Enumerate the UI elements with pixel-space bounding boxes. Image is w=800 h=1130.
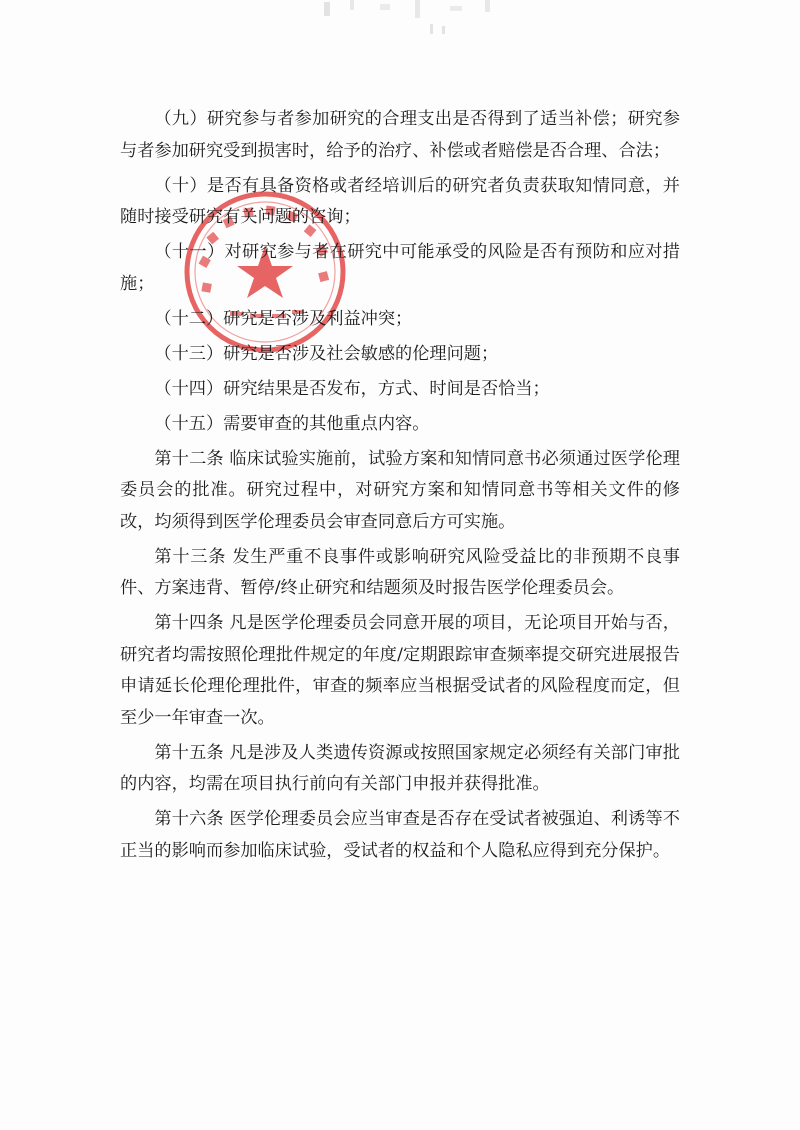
article-12: 第十二条 临床试验实施前，试验方案和知情同意书必须通过医学伦理委员会的批准。研究过程中，对研究方案和知情同意书等相关文件的修改，均须得到医学伦理委员会审查同意后方可实施。 [120, 448, 680, 532]
clause-14: （十四）研究结果是否发布，方式、时间是否恰当； [154, 378, 550, 399]
scan-smudge-icon [320, 0, 510, 36]
article-13: 第十三条 发生严重不良事件或影响研究风险受益比的非预期不良事件、方案违背、暂停/终止研究和结题须及时报告医学伦理委员会。 [120, 546, 680, 598]
clause-11: （十一）对研究参与者在研究中可能承受的风险是否有预防和应对措施； [120, 242, 680, 294]
document-body [120, 104, 680, 871]
clause-13: （十三）研究是否涉及社会敏感的伦理问题； [154, 343, 499, 364]
clause-15: （十五）需要审查的其他重点内容。 [154, 413, 430, 434]
clause-9: （九）研究参与者参加研究的合理支出是否得到了适当补偿；研究参与者参加研究受到损害时，给予的治疗、补偿或者赔偿是否合理、合法； [120, 109, 680, 161]
clause-12: （十二）研究是否涉及利益冲突； [154, 308, 413, 329]
article-15: 第十五条 凡是涉及人类遗传资源或按照国家规定必须经有关部门审批的内容，均需在项目执行前向有关部门申报并获得批准。 [120, 742, 680, 794]
article-14: 第十四条 凡是医学伦理委员会同意开展的项目，无论项目开始与否，研究者均需按照伦理批件规定的年度/定期跟踪审查频率提交研究进展报告申请延长伦理伦理批件，审查的频率应当根据受试者的风险程度而定，但至少一年审查一次。 [120, 613, 680, 728]
clause-10: （十）是否有具备资格或者经培训后的研究者负责获取知情同意，并随时接受研究有关问题的咨询； [120, 175, 680, 227]
article-16: 第十六条 医学伦理委员会应当审查是否存在受试者被强迫、利诱等不正当的影响而参加临床试验，受试者的权益和个人隐私应得到充分保护。 [120, 809, 680, 861]
